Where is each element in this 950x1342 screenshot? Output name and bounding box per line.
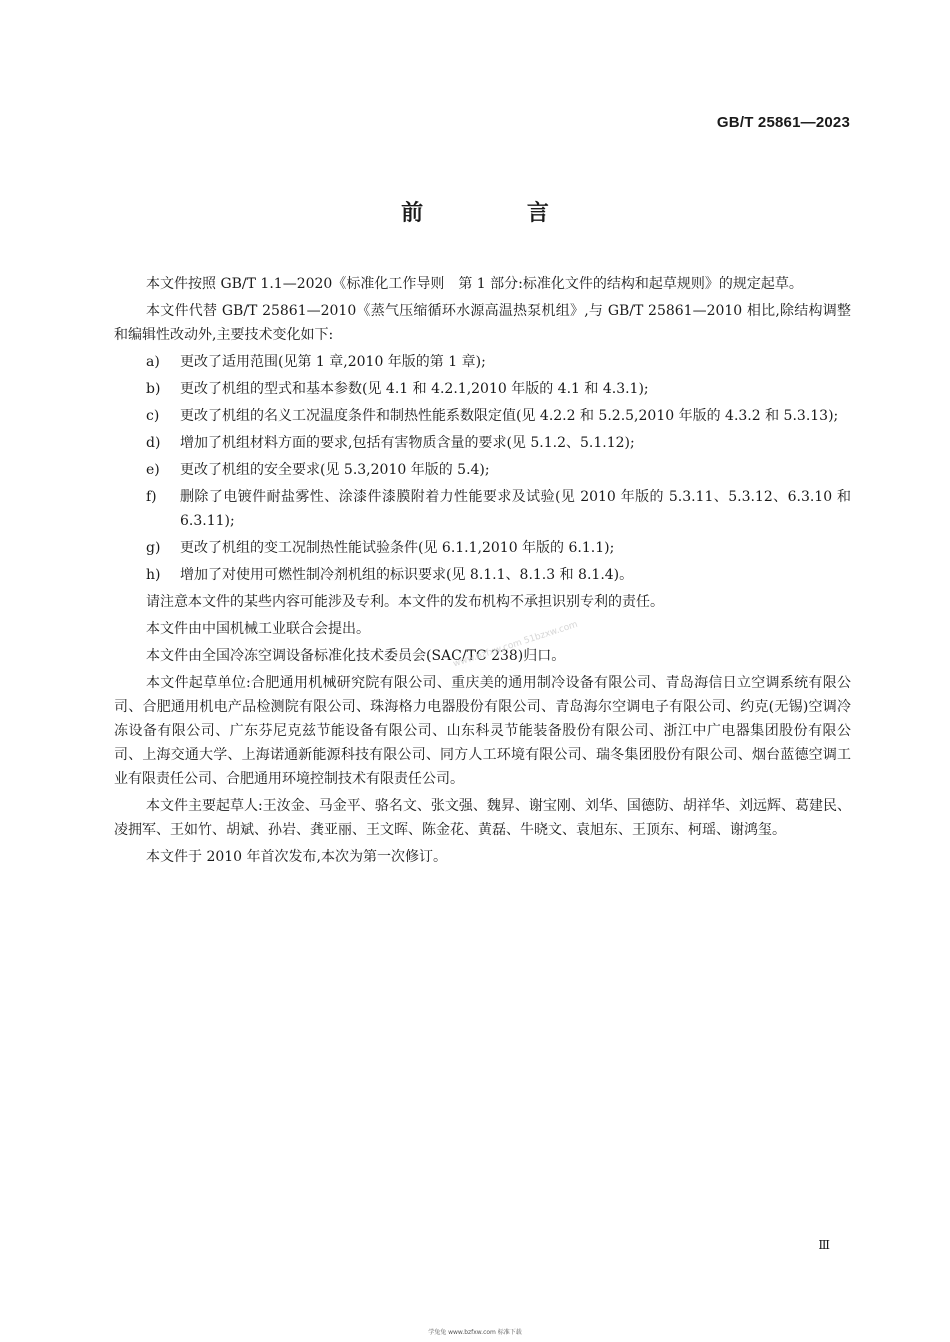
list-item-marker: a) xyxy=(146,354,160,370)
page-title: 前 言 xyxy=(401,201,597,226)
paragraph-committee: 本文件由全国冷冻空调设备标准化技术委员会(SAC/TC 238)归口。 xyxy=(146,648,566,664)
paragraph-publication-history: 本文件于 2010 年首次发布,本次为第一次修订。 xyxy=(146,849,447,865)
paragraph-drafters: 本文件主要起草人:王汝金、马金平、骆名文、张文强、魏昇、谢宝刚、刘华、国德防、胡祥华、刘远辉、葛建民、凌拥军、王如竹、胡斌、孙岩、龚亚丽、王文晖、陈金花、黄磊、牛晓文、袁旭东、王顶东、柯瑶、谢鸿玺。 xyxy=(114,798,851,838)
paragraph-proposer: 本文件由中国机械工业联合会提出。 xyxy=(146,621,370,637)
standard-code: GB/T 25861—2023 xyxy=(716,114,850,131)
list-item-text: 删除了电镀件耐盐雾性、涂漆件漆膜附着力性能要求及试验(见 2010 年版的 5.3.11、5.3.12、6.3.10 和 6.3.11); xyxy=(180,489,851,529)
list-item-marker: f) xyxy=(146,489,157,505)
paragraph-replacement: 本文件代替 GB/T 25861—2010《蒸气压缩循环水源高温热泵机组》,与 GB/T 25861—2010 相比,除结构调整和编辑性改动外,主要技术变化如下: xyxy=(114,303,851,343)
list-item-text: 更改了机组的变工况制热性能试验条件(见 6.1.1,2010 年版的 6.1.1); xyxy=(180,540,615,556)
watermark: www.bzfxw.com 51bzxw.com xyxy=(452,619,580,670)
list-item-text: 更改了适用范围(见第 1 章,2010 年版的第 1 章); xyxy=(180,354,486,370)
list-item-text: 更改了机组的安全要求(见 5.3,2010 年版的 5.4); xyxy=(180,462,490,478)
list-item xyxy=(114,563,851,587)
list-item-marker: c) xyxy=(146,408,160,424)
list-item xyxy=(114,377,851,401)
list-item-marker: d) xyxy=(146,435,161,451)
list-item-text: 增加了对使用可燃性制冷剂机组的标识要求(见 8.1.1、8.1.3 和 8.1.4)。 xyxy=(180,567,634,583)
paragraph-drafting-rules: 本文件按照 GB/T 1.1—2020《标准化工作导则 第 1 部分:标准化文件的结构和起草规则》的规定起草。 xyxy=(146,276,803,292)
page-number: Ⅲ xyxy=(818,1238,830,1252)
list-item xyxy=(114,485,851,533)
list-item-text: 增加了机组材料方面的要求,包括有害物质含量的要求(见 5.1.2、5.1.12); xyxy=(180,435,635,451)
list-item xyxy=(114,431,851,455)
list-item-marker: g) xyxy=(146,540,161,556)
list-item xyxy=(114,536,851,560)
list-item xyxy=(114,458,851,482)
list-item-text: 更改了机组的名义工况温度条件和制热性能系数限定值(见 4.2.2 和 5.2.5,2010 年版的 4.3.2 和 5.3.13); xyxy=(180,408,839,424)
list-item xyxy=(114,404,851,428)
foreword-body xyxy=(114,272,851,872)
paragraph-patent-notice: 请注意本文件的某些内容可能涉及专利。本文件的发布机构不承担识别专利的责任。 xyxy=(146,594,664,610)
list-item-marker: h) xyxy=(146,567,161,583)
footer-source: 学兔兔 www.bzfxw.com 标准下载 xyxy=(428,1329,522,1336)
paragraph-drafting-units: 本文件起草单位:合肥通用机械研究院有限公司、重庆美的通用制冷设备有限公司、青岛海信日立空调系统有限公司、合肥通用机电产品检测院有限公司、珠海格力电器股份有限公司、青岛海尔空调电子有限公司、约克(无锡)空调冷冻设备有限公司、广东芬尼克兹节能设备有限公司、山东科灵节能装备股份有限公司、浙江中广电器集团股份有限公司、上海交通大学、上海诺通新能源科技有限公司、同方人工环境有限公司、瑞冬集团股份有限公司、烟台蓝德空调工业有限责任公司、合肥通用环境控制技术有限责任公司。 xyxy=(114,675,851,787)
list-item xyxy=(114,350,851,374)
list-item-text: 更改了机组的型式和基本参数(见 4.1 和 4.2.1,2010 年版的 4.1 和 4.3.1); xyxy=(180,381,649,397)
list-item-marker: e) xyxy=(146,462,160,478)
list-item-marker: b) xyxy=(146,381,161,397)
